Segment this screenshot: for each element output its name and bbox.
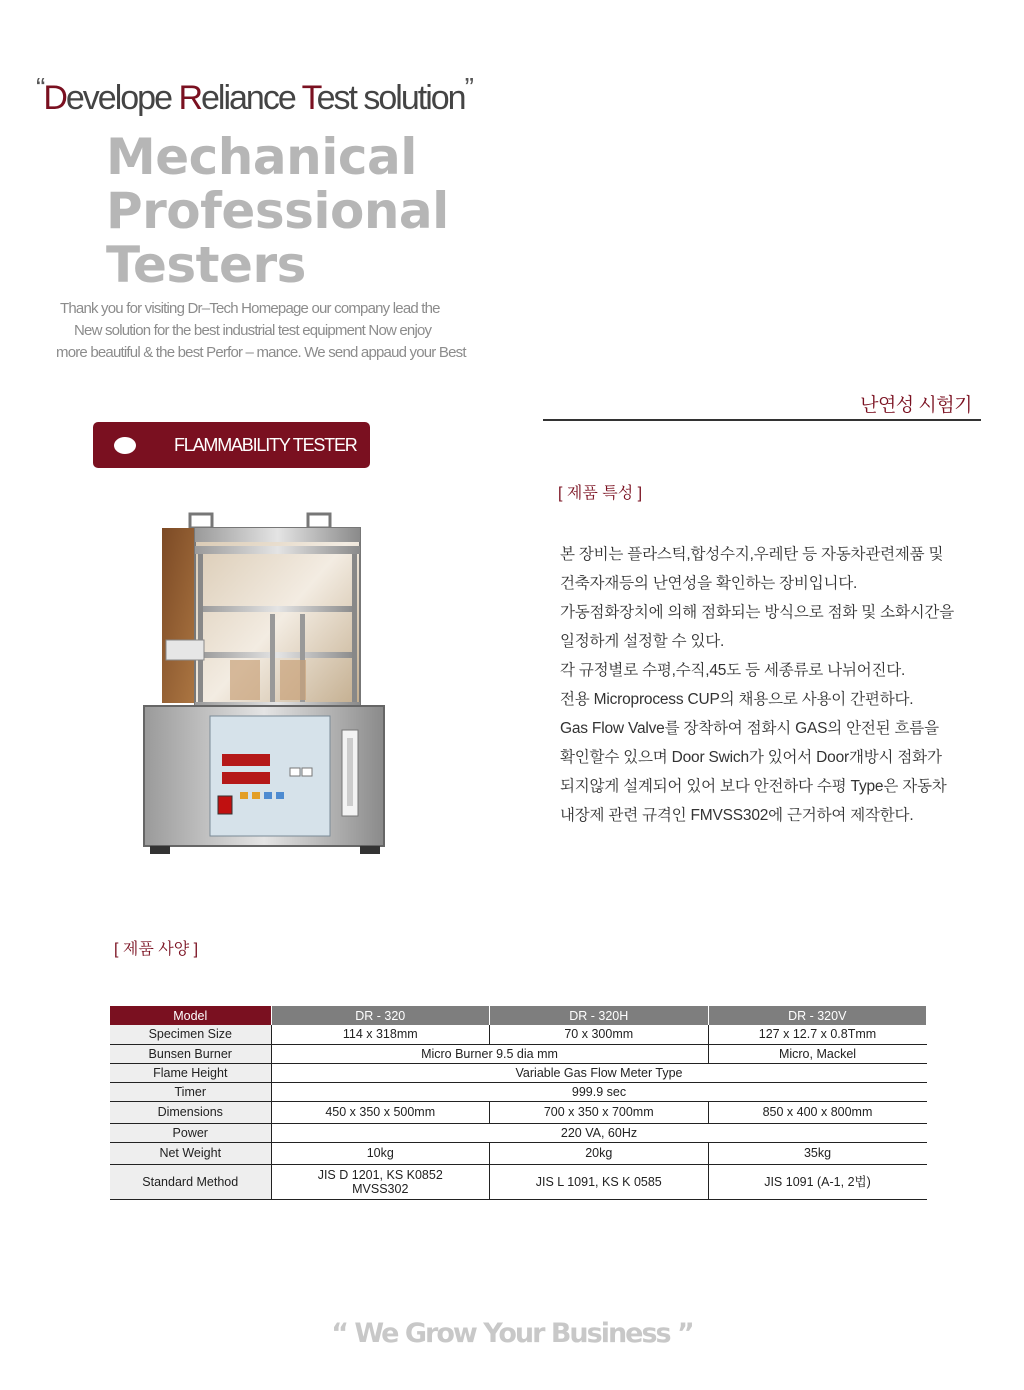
intro-line-2: New solution for the best industrial test equipment Now enjoy <box>74 322 432 339</box>
row-label: Bunsen Burner <box>110 1044 271 1063</box>
table-row <box>110 1063 927 1082</box>
table-cell: JIS 1091 (A-1, 2법) <box>708 1164 927 1199</box>
table-row <box>110 1082 927 1101</box>
feature-line: 건축자재등의 난연성을 확인하는 장비입니다. <box>560 575 858 592</box>
feature-line: 확인할수 있으며 Door Swich가 있어서 Door개방시 점화가 <box>560 749 942 766</box>
tagline <box>36 72 472 118</box>
row-label: Timer <box>110 1082 271 1101</box>
header-dr-320h: DR - 320H <box>490 1006 709 1025</box>
tagline-est-solution: est solution <box>316 79 465 117</box>
row-label: Net Weight <box>110 1142 271 1164</box>
cell-line: JIS D 1201, KS K0852 <box>317 1167 443 1182</box>
table-row <box>110 1164 927 1199</box>
table-cell: 20kg <box>490 1142 709 1164</box>
table-cell: 999.9 sec <box>271 1082 927 1101</box>
product-category-title: 난연성 시험기 <box>860 395 972 416</box>
flammability-tester-illustration <box>140 510 390 860</box>
table-cell: 10kg <box>271 1142 490 1164</box>
row-label: Dimensions <box>110 1101 271 1123</box>
table-row <box>110 1142 927 1164</box>
header-model: Model <box>110 1006 271 1025</box>
features-heading: [ 제품 특성 ] <box>558 485 643 502</box>
big-title-line-2: Professional <box>106 182 449 240</box>
footer-slogan: “ We Grow Your Business ” <box>331 1318 693 1349</box>
feature-line: 가동점화장치에 의해 점화되는 방식으로 점화 및 소화시간을 <box>560 604 954 621</box>
table-header-row <box>110 1006 927 1025</box>
table-cell: Variable Gas Flow Meter Type <box>271 1063 927 1082</box>
table-cell: 35kg <box>708 1142 927 1164</box>
table-row <box>110 1123 927 1142</box>
feature-line: 되지않게 설계되어 있어 보다 안전하다 수평 Type은 자동차 <box>560 778 947 795</box>
feature-line: 일정하게 설정할 수 있다. <box>560 633 725 650</box>
product-name-badge <box>93 422 370 468</box>
feature-line: 내장제 관련 규격인 FMVSS302에 근거하여 제작한다. <box>560 807 914 824</box>
close-quote: ” <box>464 72 472 103</box>
open-quote: “ <box>36 72 44 103</box>
table-cell: Micro Burner 9.5 dia mm <box>271 1044 708 1063</box>
title-divider <box>543 419 981 421</box>
tagline-t: T <box>301 79 317 117</box>
table-cell: 70 x 300mm <box>490 1025 709 1044</box>
table-row <box>110 1025 927 1044</box>
product-image <box>140 510 390 860</box>
cell-line: MVSS302 <box>352 1181 409 1196</box>
big-title-line-1: Mechanical <box>106 128 417 186</box>
table-cell: 700 x 350 x 700mm <box>490 1101 709 1123</box>
feature-line: 전용 Microprocess CUP의 채용으로 사용이 간편하다. <box>560 691 914 708</box>
table-cell: JIS L 1091, KS K 0585 <box>490 1164 709 1199</box>
tagline-d: D <box>43 79 66 117</box>
specifications-heading: [ 제품 사양 ] <box>114 941 199 958</box>
table-cell: Micro, Mackel <box>708 1044 927 1063</box>
header-dr-320: DR - 320 <box>271 1006 490 1025</box>
features-description <box>560 540 990 830</box>
header-dr-320v: DR - 320V <box>708 1006 927 1025</box>
feature-line: 본 장비는 플라스틱,합성수지,우레탄 등 자동차관련제품 및 <box>560 546 944 563</box>
table-row <box>110 1101 927 1123</box>
intro-text <box>54 298 514 364</box>
row-label: Flame Height <box>110 1063 271 1082</box>
intro-line-3: more beautiful & the best Perfor – mance. We send appaud your Best <box>56 344 466 361</box>
tagline-eliance: eliance <box>201 79 302 117</box>
table-row <box>110 1044 927 1063</box>
feature-line: 각 규정별로 수평,수직,45도 등 세종류로 나뉘어진다. <box>560 662 906 679</box>
table-cell: 850 x 400 x 800mm <box>708 1101 927 1123</box>
table-cell: 114 x 318mm <box>271 1025 490 1044</box>
tagline-evelope: evelope <box>65 79 179 117</box>
tagline-r: R <box>178 79 201 117</box>
specifications-table <box>110 1006 927 1200</box>
row-label: Standard Method <box>110 1164 271 1199</box>
row-label: Power <box>110 1123 271 1142</box>
product-name-label: FLAMMABILITY TESTER <box>174 434 357 455</box>
row-label: Specimen Size <box>110 1025 271 1044</box>
table-cell <box>271 1164 490 1199</box>
big-title-line-3: Testers <box>106 236 306 294</box>
table-cell: 127 x 12.7 x 0.8Tmm <box>708 1025 927 1044</box>
big-title <box>106 130 449 292</box>
table-cell: 220 VA, 60Hz <box>271 1123 927 1142</box>
bullet-icon <box>114 437 136 454</box>
table-cell: 450 x 350 x 500mm <box>271 1101 490 1123</box>
intro-line-1: Thank you for visiting Dr–Tech Homepage our company lead the <box>60 300 440 317</box>
feature-line: Gas Flow Valve를 장착하여 점화시 GAS의 안전된 흐름을 <box>560 720 939 737</box>
